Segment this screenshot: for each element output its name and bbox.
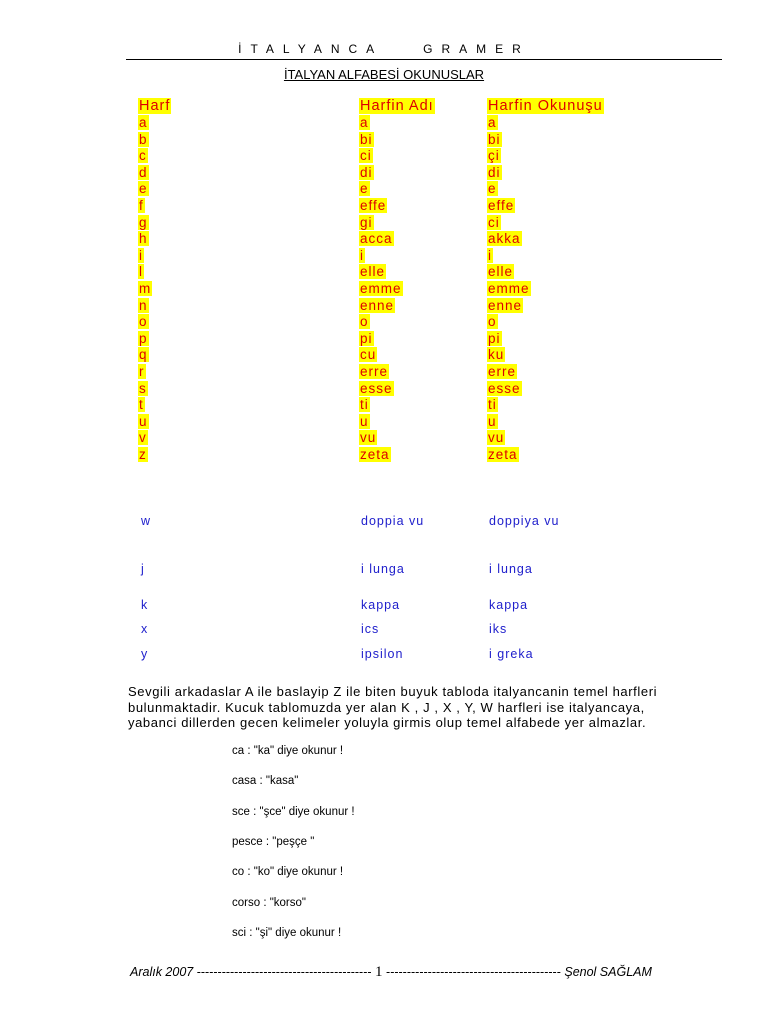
table-cell <box>487 298 604 315</box>
table-cell <box>359 264 435 281</box>
table-cell <box>487 314 604 331</box>
table-cell <box>359 298 435 315</box>
table-cell <box>359 397 435 414</box>
table-cell <box>138 281 171 298</box>
table-cell <box>487 281 604 298</box>
cell-text: ci <box>360 148 372 164</box>
table-cell <box>487 447 604 464</box>
table-cell <box>359 331 435 348</box>
cell-text: a <box>488 115 497 130</box>
cell-text: d <box>139 164 148 180</box>
example-line: co : "ko" diye okunur ! <box>232 866 344 878</box>
table-cell <box>487 414 604 431</box>
cell-text: bi <box>488 131 501 147</box>
table-cell <box>487 165 604 182</box>
extra-letter-cell: ipsilon <box>361 647 404 661</box>
extra-letter-cell: x <box>141 622 149 636</box>
cell-text: b <box>139 131 148 147</box>
cell-text: enne <box>360 297 395 313</box>
table-cell <box>138 414 171 431</box>
cell-text: u <box>488 413 497 429</box>
table-cell <box>359 231 435 248</box>
extra-letter-cell: k <box>141 598 149 612</box>
cell-text: f <box>139 197 144 213</box>
extra-letter-cell: w <box>141 514 152 528</box>
cell-text: h <box>139 231 148 247</box>
column-harfin-okunusu <box>487 97 604 463</box>
table-cell <box>359 248 435 265</box>
table-cell <box>487 148 604 165</box>
table-cell <box>487 381 604 398</box>
cell-text: effe <box>488 197 515 213</box>
cell-text: elle <box>360 264 386 280</box>
page-footer <box>130 964 720 981</box>
cell-text: l <box>139 264 143 280</box>
table-cell <box>487 397 604 414</box>
extra-letter-cell: kappa <box>489 598 529 612</box>
column-header-text: Harf <box>139 98 171 114</box>
cell-text: c <box>139 148 147 164</box>
extra-letter-cell: i greka <box>489 647 534 661</box>
table-cell <box>487 181 604 198</box>
table-cell <box>138 430 171 447</box>
column-harf <box>138 97 171 463</box>
table-cell <box>359 281 435 298</box>
cell-text: erre <box>488 363 517 379</box>
table-cell <box>359 447 435 464</box>
example-line: sce : "şce" diye okunur ! <box>232 806 355 818</box>
table-cell <box>359 181 435 198</box>
table-cell <box>487 430 604 447</box>
cell-text: effe <box>360 197 387 213</box>
cell-text: a <box>139 115 148 130</box>
cell-text: esse <box>488 380 521 396</box>
table-cell <box>359 115 435 132</box>
cell-text: di <box>360 164 373 180</box>
table-cell <box>359 364 435 381</box>
cell-text: t <box>139 397 144 413</box>
table-cell <box>138 181 171 198</box>
paragraph-line: yabanci dillerden gecen kelimeler yoluyla girmis olup temel alfabede yer almazlar. <box>128 715 647 730</box>
cell-text: o <box>488 314 497 330</box>
table-cell <box>487 364 604 381</box>
table-cell <box>359 430 435 447</box>
table-cell <box>138 231 171 248</box>
table-cell <box>138 148 171 165</box>
table-cell <box>138 331 171 348</box>
cell-text: a <box>360 115 369 130</box>
table-cell <box>138 298 171 315</box>
footer-author: Şenol SAĞLAM <box>564 965 652 979</box>
explanation-paragraph <box>128 684 728 731</box>
page-number: 1 <box>375 964 383 980</box>
table-cell <box>487 248 604 265</box>
extra-letter-cell: iks <box>489 622 508 636</box>
table-cell <box>359 132 435 149</box>
extra-letter-cell: y <box>141 647 149 661</box>
table-cell <box>138 447 171 464</box>
example-line: casa : "kasa" <box>232 775 299 787</box>
cell-text: ku <box>488 347 505 363</box>
extra-letter-cell: doppia vu <box>361 514 425 528</box>
paragraph-line: Sevgili arkadaslar A ile baslayip Z ile biten buyuk tabloda italyancanin temel harfleri <box>128 684 658 699</box>
footer-dashes-right: ------------------------------------------ <box>386 965 561 979</box>
cell-text: ci <box>488 214 500 230</box>
extra-letter-cell: j <box>141 562 145 576</box>
cell-text: pi <box>488 330 501 346</box>
page-title: İTALYAN ALFABESİ OKUNUSLAR <box>283 67 485 82</box>
table-cell <box>359 347 435 364</box>
header-left: İTALYANCA <box>238 42 384 56</box>
cell-text: e <box>360 181 369 197</box>
table-cell <box>487 215 604 232</box>
cell-text: o <box>139 314 148 330</box>
cell-text: z <box>139 446 147 462</box>
column-harfin-adi <box>359 97 435 463</box>
table-cell <box>138 347 171 364</box>
cell-text: pi <box>360 330 373 346</box>
cell-text: zeta <box>488 446 518 462</box>
table-cell <box>359 215 435 232</box>
cell-text: zeta <box>360 446 390 462</box>
column-header <box>487 97 604 115</box>
table-cell <box>138 397 171 414</box>
cell-text: p <box>139 330 148 346</box>
cell-text: r <box>139 363 145 379</box>
cell-text: cu <box>360 347 377 363</box>
cell-text: e <box>488 181 497 197</box>
cell-text: vu <box>488 430 505 446</box>
example-line: sci : "şi" diye okunur ! <box>232 927 342 939</box>
table-cell <box>359 314 435 331</box>
cell-text: g <box>139 214 148 230</box>
cell-text: o <box>360 314 369 330</box>
cell-text: vu <box>360 430 377 446</box>
cell-text: i <box>488 247 492 263</box>
table-cell <box>138 364 171 381</box>
cell-text: q <box>139 347 148 363</box>
cell-text: n <box>139 297 148 313</box>
cell-text: m <box>139 280 152 296</box>
cell-text: di <box>488 164 501 180</box>
extra-letter-cell: kappa <box>361 598 401 612</box>
table-cell <box>487 347 604 364</box>
table-cell <box>138 165 171 182</box>
cell-text: emme <box>488 280 530 296</box>
table-cell <box>138 381 171 398</box>
table-cell <box>487 198 604 215</box>
column-header-text: Harfin Okunuşu <box>488 98 603 114</box>
table-cell <box>359 198 435 215</box>
column-header-text: Harfin Adı <box>360 98 434 114</box>
column-header <box>138 97 171 115</box>
cell-text: s <box>139 380 147 396</box>
cell-text: erre <box>360 363 389 379</box>
column-header <box>359 97 435 115</box>
table-cell <box>487 331 604 348</box>
paragraph-line: bulunmaktadir. Kucuk tablomuzda yer alan K , J , X , Y, W harfleri ise italyancaya, <box>128 699 645 715</box>
cell-text: enne <box>488 297 523 313</box>
cell-text: esse <box>360 380 393 396</box>
cell-text: v <box>139 430 147 446</box>
cell-text: bi <box>360 131 373 147</box>
header-right: GRAMER <box>423 42 530 56</box>
cell-text: elle <box>488 264 514 280</box>
cell-text: akka <box>488 231 521 247</box>
cell-text: emme <box>360 280 402 296</box>
cell-text: ti <box>360 397 369 413</box>
cell-text: ti <box>488 397 497 413</box>
page-header <box>0 42 768 56</box>
cell-text: gi <box>360 214 373 230</box>
extra-letter-cell: doppiya vu <box>489 514 560 528</box>
cell-text: u <box>360 413 369 429</box>
header-rule <box>126 59 722 60</box>
footer-date: Aralık 2007 <box>130 965 194 979</box>
cell-text: e <box>139 181 148 197</box>
table-cell <box>138 215 171 232</box>
cell-text: acca <box>360 231 393 247</box>
table-cell <box>138 248 171 265</box>
table-cell <box>359 165 435 182</box>
table-cell <box>138 132 171 149</box>
table-cell <box>487 231 604 248</box>
cell-text: i <box>360 247 364 263</box>
cell-text: u <box>139 413 148 429</box>
table-cell <box>359 148 435 165</box>
table-cell <box>138 314 171 331</box>
table-cell <box>138 115 171 132</box>
extra-letter-cell: i lunga <box>489 562 533 576</box>
table-cell <box>487 115 604 132</box>
table-cell <box>487 264 604 281</box>
example-line: ca : "ka" diye okunur ! <box>232 745 344 757</box>
table-cell <box>138 198 171 215</box>
extra-letter-cell: ics <box>361 622 380 636</box>
table-cell <box>359 414 435 431</box>
extra-letter-cell: i lunga <box>361 562 405 576</box>
table-cell <box>487 132 604 149</box>
cell-text: çi <box>488 148 500 164</box>
cell-text: i <box>139 247 143 263</box>
table-cell <box>359 381 435 398</box>
example-line: corso : "korso" <box>232 897 306 909</box>
footer-dashes-left: ------------------------------------------ <box>196 965 372 979</box>
example-line: pesce : "peşçe " <box>232 836 315 848</box>
table-cell <box>138 264 171 281</box>
